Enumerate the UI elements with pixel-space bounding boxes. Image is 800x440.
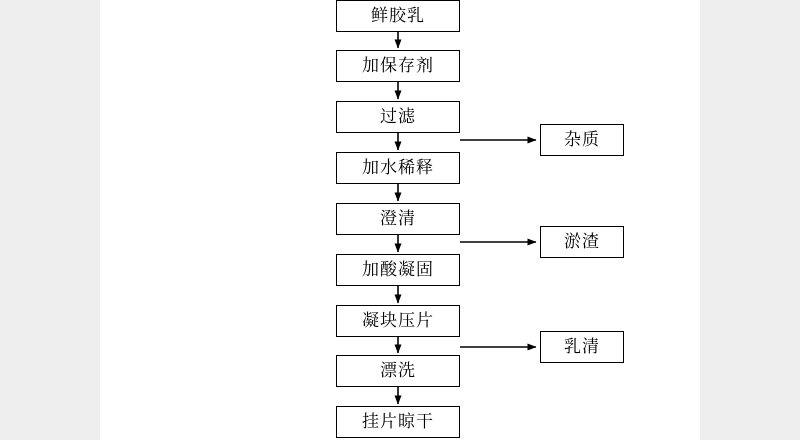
flow-step-4: 加水稀释	[336, 152, 460, 184]
flow-step-8: 漂洗	[336, 355, 460, 387]
flow-step-1: 鲜胶乳	[336, 0, 460, 32]
flow-step-9: 挂片晾干	[336, 406, 460, 438]
flow-output-impurity: 杂质	[540, 124, 624, 156]
flow-step-7: 凝块压片	[336, 305, 460, 337]
flow-output-whey: 乳清	[540, 331, 624, 363]
flow-step-3: 过滤	[336, 101, 460, 133]
flow-step-5: 澄清	[336, 203, 460, 235]
flow-step-2: 加保存剂	[336, 50, 460, 82]
flow-output-sludge: 淤渣	[540, 226, 624, 258]
flow-step-6: 加酸凝固	[336, 254, 460, 286]
